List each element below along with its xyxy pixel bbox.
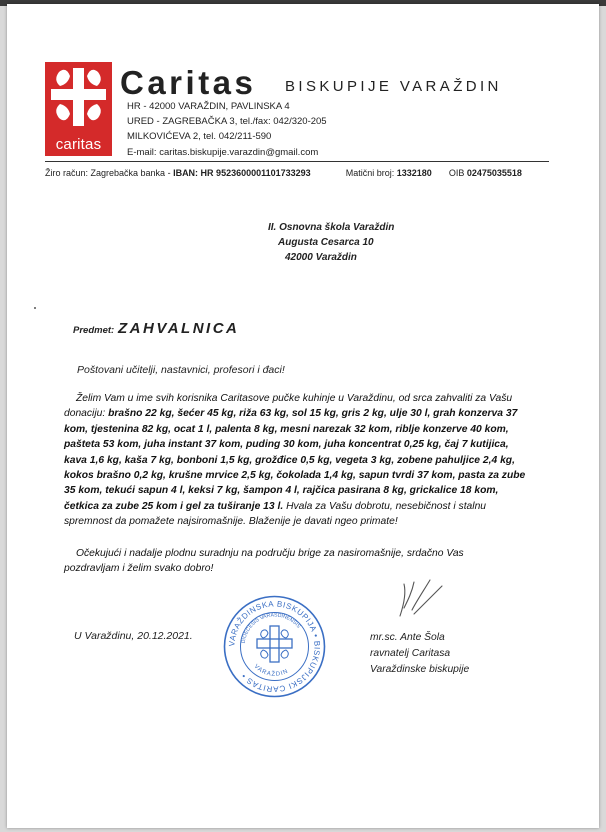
caritas-stamp	[222, 594, 327, 699]
body-intro: Želim Vam u ime svih korisnika Caritasove pučke kuhinje u Varaždinu, od srca zahvaliti za Vašu donaciju:	[64, 393, 513, 420]
recipient-line: Augusta Cesarca 10	[278, 237, 374, 248]
registration-number: 1332180	[396, 168, 432, 178]
stamp-outer-text: VARAŽDINSKA BISKUPIJA • BISKUPIJSKI CARITAS •	[227, 599, 322, 694]
brand-subtitle: BISKUPIJE VARAŽDIN	[285, 78, 502, 95]
handwritten-signature	[390, 578, 450, 628]
oib-number: 02475035518	[466, 168, 522, 178]
subject-label: Predmet:	[73, 325, 115, 336]
letter-date: U Varaždinu, 20.12.2021.	[74, 630, 193, 642]
letterhead-divider	[45, 161, 549, 162]
address-line: HR - 42000 VARAŽDIN, PAVLINSKA 4	[127, 101, 290, 112]
greeting: Poštovani učitelji, nastavnici, profesori i đaci!	[77, 364, 285, 376]
signer-organization: Varaždinske biskupije	[370, 664, 470, 675]
caritas-logo	[45, 62, 112, 156]
stamp-cross-icon	[257, 626, 292, 662]
bank-label: Žiro račun: Zagrebačka banka -	[45, 168, 174, 178]
recipient-line: II. Osnovna škola Varaždin	[268, 222, 395, 233]
cross-hearts-icon	[45, 62, 112, 134]
bank-info-line	[45, 168, 555, 178]
iban: IBAN: HR 9523600001101733293	[173, 168, 311, 178]
scan-speck	[34, 307, 36, 309]
signer-title: ravnatelj Caritasa	[370, 648, 451, 659]
subject-title: ZAHVALNICA	[118, 320, 240, 337]
signer-name: mr.sc. Ante Šola	[370, 632, 445, 643]
registration-label: Matični broj:	[345, 168, 395, 178]
brand-name: Caritas	[120, 64, 257, 101]
recipient-line: 42000 Varaždin	[285, 252, 357, 263]
stamp-inner-text: DIOECESIS VARASDINENSIS	[240, 612, 302, 644]
stamp-city: VARAŽDIN	[252, 663, 290, 678]
closing-paragraph: Očekujući i nadalje plodnu suradnju na području brige za nasiromašnije, srdačno Vas pozdravljam i želim svako dobro!	[64, 548, 464, 575]
donation-list: brašno 22 kg, šećer 45 kg, riža 63 kg, sol 15 kg, gris 2 kg, ulje 30 l, grah konzerva 37 kom, tjestenina 82 kg, ocat 1 l, palenta 8 kg, mesni narezak 32 kom, riblje konzerve 40 kom, pašteta 53 kom, juha instant 37 kom, puding 30 kom, juha koncentrat 0,25 kg, čaj 7 kutijica, kava 1,6 kg, kaša 7 kg, bonboni 1,5 kg, grožđice 0,5 kg, vegeta 3 kg, zobene pahuljice 2,4 kg, kokos brašno 0,2 kg, krušne mrvice 2,5 kg, čokolada 1,4 kg, sapun tvrdi 37 kom, pasta za zube 35 kom, tekući sapun 4 l, keksi 7 kg, šampon 4 l, rajčica pasirana 8 kg, grickalice 18 kom, četkica za zube 25 kom i gel za tuširanje 13 l.	[64, 408, 526, 512]
logo-wordmark: caritas	[55, 136, 102, 153]
address-line: MILKOVIĆEVA 2, tel. 042/211-590	[127, 131, 272, 142]
address-line: URED - ZAGREBAČKA 3, tel./fax: 042/320-205	[127, 116, 327, 127]
body-outro: Hvala za Vašu dobrotu, nesebičnost i stalnu spremnost da pomažete najsiromašnije. Blaženije je davati ngeo primate!	[64, 500, 487, 528]
oib-label: OIB	[448, 168, 465, 178]
body-paragraph	[64, 391, 530, 530]
email-line: E-mail: caritas.biskupije.varazdin@gmail.com	[127, 147, 319, 158]
